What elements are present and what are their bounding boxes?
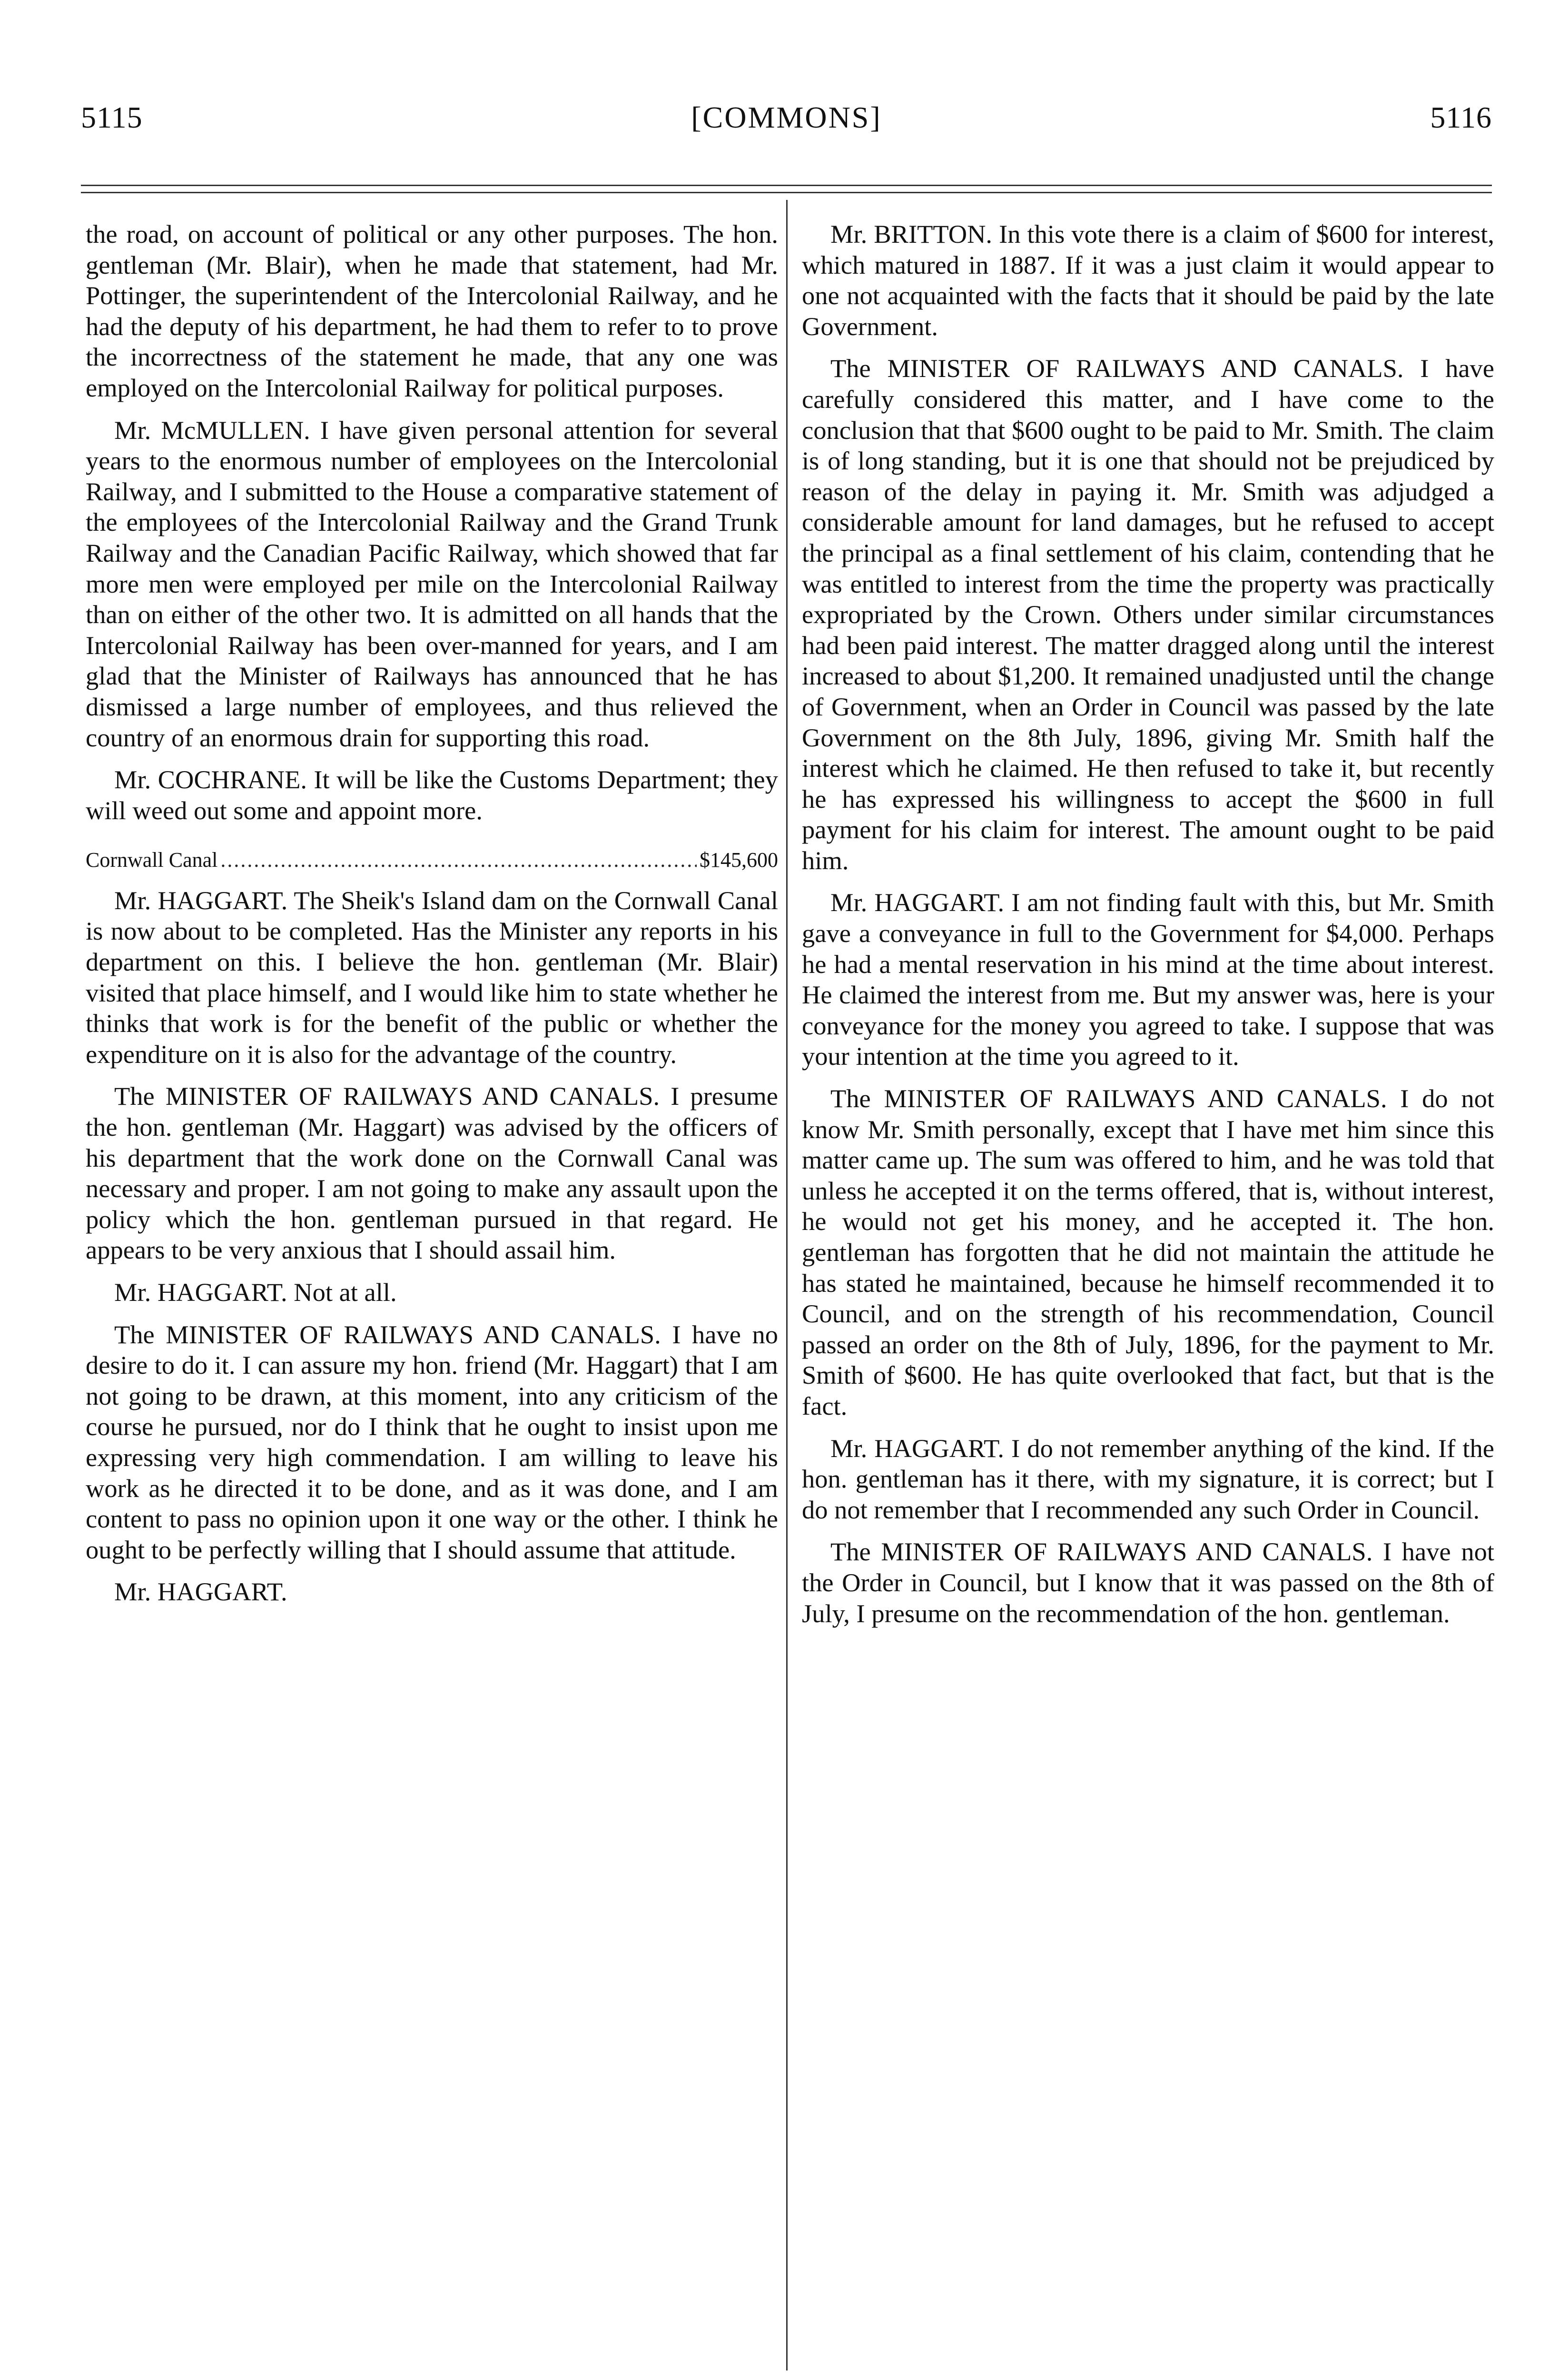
leader-dots <box>220 845 697 876</box>
paragraph: Mr. McMULLEN. I have given personal attention for several years to the enormous number of employees on the Intercolonial Railway, and I submitted to the House a comparative statement of the employees of the Intercolonial Railway and the Grand Trunk Railway and the Canadian Pacific Railway, which showed that far more men were employed per mile on the Intercolonial Railway than on either of the other two. It is admitted on all hands that the Intercolonial Railway has been over-manned for years, and I am glad that the Minister of Railways has announced that he has dismissed a large number of employees, and thus relieved the country of an enormous drain for supporting this road. <box>86 415 778 752</box>
paragraph: The MINISTER OF RAILWAYS AND CANALS. I have not the Order in Council, but I know that it was passed on the 8th of July, I presume on the recommendation of the hon. gentleman. <box>802 1537 1494 1628</box>
paragraph: The MINISTER OF RAILWAYS AND CANALS. I have carefully considered this matter, and I have come to the conclusion that that $600 ought to be paid to Mr. Smith. The claim is of long standing, but it is one that should not be prejudiced by reason of the delay in paying it. Mr. Smith was adjudged a considerable amount for land damages, but he refused to accept the principal as a final settlement of his claim, contending that he was entitled to interest from the time the property was practically expropriated by the Crown. Others under similar circumstances had been paid interest. The matter dragged along until the interest increased to about $1,200. It remained unadjusted until the change of Government, when an Order in Council was passed by the late Government on the 8th July, 1896, giving Mr. Smith half the interest which he claimed. He then refused to take it, but recently he has expressed his willingness to accept the $600 in full payment for his claim for interest. The amount ought to be paid him. <box>802 354 1494 875</box>
paragraph: Mr. HAGGART. The Sheik's Island dam on the Cornwall Canal is now about to be completed. Has the Minister any reports in his department on this. I believe the hon. gentleman (Mr. Blair) visited that place himself, and I would like him to state whether he thinks that work is for the benefit of the public or whether the expenditure on it is also for the advantage of the country. <box>86 885 778 1069</box>
page-number-left: 5115 <box>81 100 143 134</box>
item-label: Cornwall Canal <box>86 848 218 872</box>
item-amount: $145,600 <box>700 848 778 872</box>
right-column <box>802 219 1494 1640</box>
running-head: [COMMONS] <box>691 100 882 134</box>
paragraph: the road, on account of political or any other purposes. The hon. gentleman (Mr. Blair), when he made that statement, had Mr. Pottinger, the superintendent of the Intercolonial Railway, and he had the deputy of his department, he had them to refer to to prove the incorrectness of the statement he made, that any one was employed on the Intercolonial Railway for political purposes. <box>86 219 778 402</box>
paragraph: Mr. HAGGART. I do not remember anything of the kind. If the hon. gentleman has it there, with my signature, it is correct; but I do not remember that I recommended any such Order in Council. <box>802 1433 1494 1524</box>
page-header <box>81 100 1492 133</box>
column-divider <box>786 200 788 2370</box>
paragraph: Mr. COCHRANE. It will be like the Customs Department; they will weed out some and appoint more. <box>86 765 778 825</box>
left-column <box>86 219 778 1607</box>
paragraph: The MINISTER OF RAILWAYS AND CANALS. I have no desire to do it. I can assure my hon. friend (Mr. Haggart) that I am not going to be drawn, at this moment, into any criticism of the course he pursued, nor do I think that he ought to insist upon me expressing very high commendation. I am willing to leave his work as he directed it to be done, and as it was done, and I am content to pass no opinion upon it one way or the other. I think he ought to be perfectly willing that I should assume that attitude. <box>86 1319 778 1564</box>
paragraph: Mr. HAGGART. Not at all. <box>114 1278 397 1307</box>
estimate-item <box>86 845 778 876</box>
paragraph: Mr. HAGGART. I am not finding fault with this, but Mr. Smith gave a conveyance in full to the Government for $4,000. Perhaps he had a mental reservation in his mind at the time about interest. He claimed the interest from me. But my answer was, here is your conveyance for the money you agreed to take. I suppose that was your intention at the time you agreed to it. <box>802 888 1494 1071</box>
paragraph: The MINISTER OF RAILWAYS AND CANALS. I presume the hon. gentleman (Mr. Haggart) was advised by the officers of his department that the work done on the Cornwall Canal was necessary and proper. I am not going to make any assault upon the policy which the hon. gentleman pursued in that regard. He appears to be very anxious that I should assail him. <box>86 1081 778 1265</box>
paragraph: Mr. BRITTON. In this vote there is a claim of $600 for interest, which matured in 1887. If it was a just claim it would appear to one not acquainted with the facts that it should be paid by the late Government. <box>802 219 1494 341</box>
page-number-right: 5116 <box>1430 100 1492 134</box>
paragraph: The MINISTER OF RAILWAYS AND CANALS. I do not know Mr. Smith personally, except that I have met him since this matter came up. The sum was offered to him, and he was told that unless he accepted it on the terms offered, that is, without interest, he would not get his money, and he accepted it. The hon. gentleman has forgotten that he did not maintain the attitude he has stated he maintained, because he himself recommended it to Council, and on the strength of his recommendation, Council passed an order on the 8th of July, 1896, for the payment to Mr. Smith of $600. He has quite overlooked that fact, but that is the fact. <box>802 1084 1494 1420</box>
speaker-line: Mr. HAGGART. <box>114 1577 287 1606</box>
header-rule <box>81 185 1492 193</box>
